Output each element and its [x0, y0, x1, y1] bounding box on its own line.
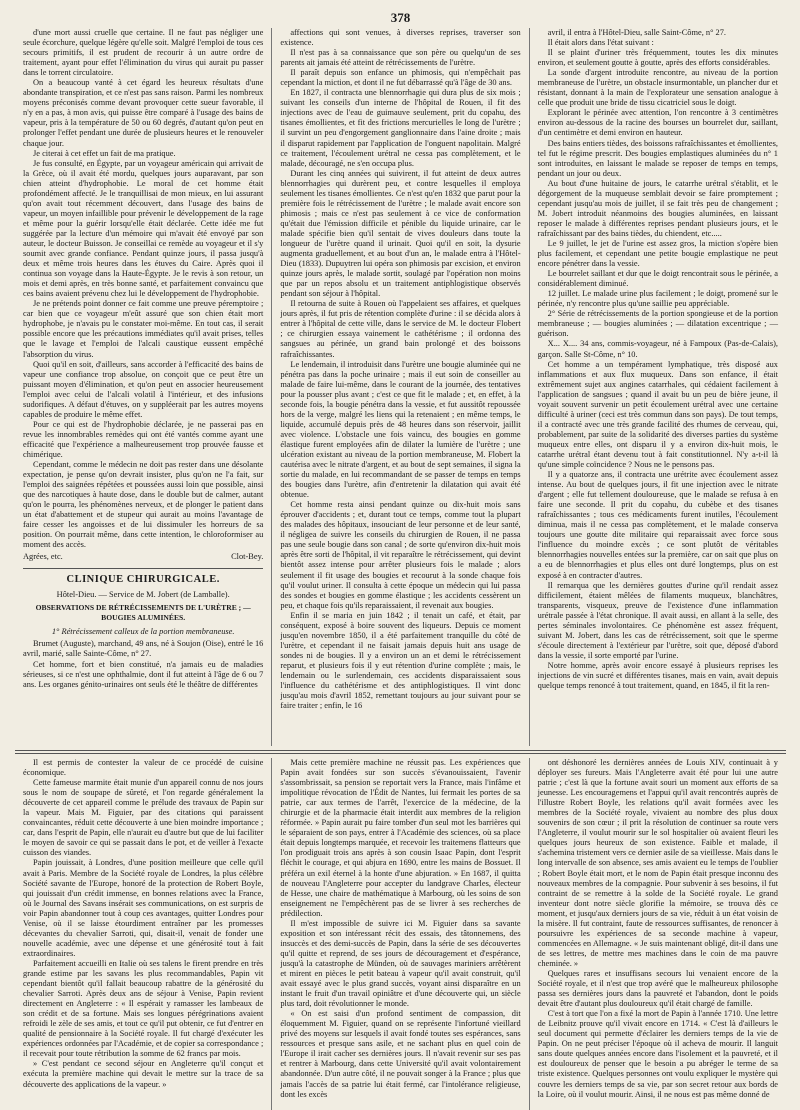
paragraph: Notre homme, après avoir encore essayé à plusieurs reprises les injections de vin sucré et différentes tisanes, mais en vain, avait depuis quelque temps renoncé à tout traitement, quand, en 1845, il fit la ren- — [537, 660, 778, 691]
bottom-left-column — [15, 758, 271, 1110]
paragraph: Il était alors dans l'état suivant : — [547, 38, 654, 48]
bottom-middle-paragraphs — [280, 758, 520, 1100]
top-middle-paragraphs — [280, 28, 520, 711]
paragraph: Quelques rares et insuffisans secours lui venaient encore de la Société royale, et il n'est que trop avéré que le malheureux philosophe passa ses dernières jours dans la pauvreté et l'abandon, dont le poids devait être d'autant plus douloureux qu'il était chargé de famille. — [537, 968, 778, 1009]
paragraph: Enfin il se maria en juin 1842 ; il tenait un café, et était, par conséquent, exposé à boire souvent des liqueurs. Depuis ce moment jusqu'en novembre 1850, il a été parfaitement tranquille du côté de l'urètre, et cependant il ne faisait jamais depuis huit ans usage de sondes ni de bougies. Il y a environ un an et demi le rétrécissement reparut, et plusieurs fois il y eut rétention d'urine complète ; mais, le lendemain ou le surlendemain, ces accidents disparaissaient sous l'influence du cathétérisme et des antiphlogistiques. Il vint donc jusqu'au mois d'avril 1852, remettant toujours au jour suivant pour se faire traiter ; enfin, le 16 — [280, 610, 521, 711]
bottom-right-column — [529, 758, 786, 1110]
paragraph: Je ne prétends point donner ce fait comme une preuve péremptoire ; car bien que ce voyageur m'eût assuré que son chien était mort hydrophobe, je n'avais pu le constater moi-même. En tout cas, il serait possible encore que les précautions immédiates qu'il avait prises, telles que le lavage et l'emploi de l'alcali caustique eussent empêché l'absorption du virus. — [23, 299, 264, 359]
signature-name: Clot-Bey. — [231, 552, 264, 562]
paragraph: Durant les cinq années qui suivirent, il fut atteint de deux autres blennorrhagies qui durèrent peu, et contre lesquelles il employa seulement les tisanes émollientes. Ce n'est qu'en 1832 que parut pour la première fois le rétrécissement de l'urètre ; le malade avait encore son phimosis ; mais ce n'est pas seulement à ce vice de conformation qu'était due l'émission difficile et pénible du liquide urinaire, car le malade spécifie bien qu'il sentait de vives douleurs dans toute la longueur de l'urètre quand il urinait. Quoi qu'il en soit, la dysurie augmenta graduellement, et au bout d'un an, le malade entra à l'Hôtel-Dieu (1833). Dupuytren lui opéra son phimosis par excision, et environ quinze jours après, le malade sortit, soulagé par l'opération non moins que par un repos absolu et un traitement antiphlogistique observés pendant son séjour à l'hôpital. — [280, 168, 521, 299]
top-right-paragraphs — [538, 28, 778, 691]
paragraph: Pour ce qui est de l'hydrophobie déclarée, je ne passerai pas en revue les innombrables remèdes qui ont été vantés comme ayant une efficacité que l'expérience a malheureusement trop prouvée fausse et chimérique. — [23, 419, 264, 459]
paragraph: Papin jouissait, à Londres, d'une position meilleure que celle qu'il avait à Paris. Membre de la Société royale de Londres, la plus célèbre Société savante de l'Europe, honoré de la protection de Robert Boyle, qui jouissait d'un crédit immense, en bonnes relations avec la France, où le Journal des Savans insérait ses communications, on est surpris de voir Papin abandonner tout à coup ces avantages, quitter Londres pour Venise, où il se laisse étourdiment entraîner par les promesses décevantes du chevalier Sarroti, qui, disait-il, venait de fonder une nouvelle académie, avec une dépense et une générosité tout à fait extraordinaires. — [23, 858, 264, 958]
top-left-after-paragraphs — [23, 639, 263, 689]
paragraph: Explorant le périnée avec attention, l'on rencontre à 3 centimètres environ au-dessous de la racine des bourses un bourrelet dur, saillant, d'un centimètre et demi environ en hauteur. — [537, 108, 778, 138]
top-left-column — [15, 28, 271, 746]
paragraph: Il n'est pas à sa connaissance que son père ou quelqu'un de ses parents ait jamais été atteint de rétrécissements de l'urètre. — [280, 48, 521, 68]
paragraph: Cet homme, fort et bien constitué, n'a jamais eu de maladies sérieuses, si ce n'est une ophthalmie, dont il fut atteint à l'âge de 6 ou 7 ans. Les organes génito-urinaires ont seuls été le théâtre de différentes — [23, 659, 264, 689]
paragraph: C'est à tort que l'on a fixé la mort de Papin à l'année 1710. Une lettre de Leibnitz prouve qu'il vivait encore en 1714. « C'est là d'ailleurs le seul document qui permette d'éclairer les derniers temps de la vie de Papin. On ne peut préciser l'époque où il acheva de mourir. Il languit sans doute quelques années encore dans l'isolement et la pauvreté, et il est douloureux de penser que le besoin a pu abréger le terme de sa triste existence. Quelques personnes ont voulu expliquer le mystère qui couvre les derniers temps de sa vie, par son secret retour aux bords de la Loire, où il voulut mourir. Ainsi, il ne nous est pas même donné de — [537, 1009, 778, 1099]
paragraph: Il y a quatorze ans, il contracta une urétrite avec écoulement assez intense. Au bout de quelques jours, il fit une injection avec le nitrate d'argent ; elle fut tellement douloureuse, que le malade se refusa à en faire une seconde. Il prit du copahu, du cubèbe et des tisanes rafraîchissantes ; tous ces médicaments furent inutiles, l'écoulement diminua, mais il ne cessa pas complètement, et le malade conserva toujours une goutte dite militaire qui reparaissait avec force sous l'influence du moindre excès ; ce sont plutôt de véritables blennorrhagies nouvelles entées sur la première, car on sait que plus on a eu de blennorrhagies et plus elles ont duré longtemps, plus on est exposé à en contracter d'autres. — [537, 470, 778, 580]
paragraph: Cet homme a un tempérament lymphatique, très disposé aux inflammations et aux flux muqueux. Dans son enfance, il était extrêmement sujet aux angines catarrhales, qui cédaient facilement à l'application de sangsues ; quand il avait bu un peu de bière jeune, il voyait souvent survenir un petit écoulement urétral avec une certaine difficulté à uriner (ceci est très commun dans son pays). De tout temps, il a contracté avec une très grande facilité des rhumes de cerveau, qui, probablement, par suite de la solidarité des diverses parties du système muqueux entre elles, ont disparu il y a environ dix-huit mois, le catarrhe urétral étant devenu tout à fait constitutionnel. N'y a-t-il là qu'une simple coïncidence ? Nous ne le pensons pas. — [537, 359, 778, 470]
paragraph: Je citerai à cet effet un fait de ma pratique. — [33, 148, 176, 158]
paragraph: affections qui sont venues, à diverses reprises, traverser son existence. — [280, 28, 521, 48]
paragraph: Il est permis de contester la valeur de ce procédé de cuisine économique. — [23, 758, 264, 778]
paragraph: avril, il entra à l'Hôtel-Dieu, salle Saint-Côme, n° 27. — [547, 28, 727, 37]
paragraph: La sonde d'argent introduite rencontre, au niveau de la portion membraneuse de l'urètre, un obstacle insurmontable, un plancher dur et résistant, donnant à la main de l'explorateur une sensation analogue à celle que produit une bride de tissu cicatriciel sous le doigt. — [537, 68, 778, 108]
observation-subheading: 1° Rétrécissement calleux de la portion membraneuse. — [51, 627, 235, 637]
top-left-paragraphs — [23, 28, 263, 550]
paragraph: X... X.... 34 ans, commis-voyageur, né à Fampoux (Pas-de-Calais), garçon. Salle St-Côme, n° 10. — [537, 339, 778, 359]
signature-place: Agrées, etc. — [23, 552, 63, 562]
paragraph: Au bout d'une huitaine de jours, le catarrhe urétral s'établit, et le dégorgement de la muqueuse semblait devoir se faire promptement ; cependant jusqu'au mois de juillet, il se fait très peu de changement ; M. Jobert introduit néanmoins des bougies aluminées, en laissant reposer le malade à différentes reprises pendant plusieurs jours, et le rafraîchissant par des bains tièdes, du chiendent, etc..... — [537, 178, 778, 238]
paragraph: Mais cette première machine ne réussit pas. Les expériences que Papin avait fondées sur son succès s'évanouissaient, l'avenir s'assombrissait, sa pension se reportait vers la France, mais l'infâme et impolitique révocation de l'Édit de Nantes, lui fermait les portes de sa patrie, car aux termes de l'arrêt, l'exercice de la médecine, de la chirurgie et de la pharmacie était interdit aux membres de la religion réformée. » Papin aurait pu faire tomber d'un seul mot les barrières qui le séparaient de son pays, entrer à l'Académie des sciences, où sa place était depuis longtemps marquée, et recevoir les traitemens flatteurs que l'on prodiguait trois ans après à son cousin Isaac Papin, dont l'esprit fléchit le courage, et qui abjura en 1690, entre les mains de Bossuet. Il préféra un exil éternel à la honte d'une abjuration. » En 1687, il quitta de nouveau l'Angleterre pour accepter du landgrave Charles, électeur de Hesse, une chaire de mathématique à Marbourg, où les soins de son enseignement ne l'empêchèrent pas de se livrer à ses recherches de prédilection. — [280, 758, 521, 918]
observations-heading: OBSERVATIONS DE RÉTRÉCISSEMENTS DE L'URÈTRE ; — BOUGIES ALUMINÉES. — [35, 603, 251, 623]
paragraph: On a beaucoup vanté à cet égard les heureux résultats d'une abondante transpiration, et ce n'est pas sans raison. Parmi les nombreux moyens préconisés comme devant provoquer cette sueur favorable, il n'y en a pas, à mon avis, qui puisse être comparé à l'usage des bains de vapeur, pris à la température de 50 ou 60 degrés, d'autant qu'on peut en prolonger l'effet pendant une durée de plusieurs heures et le renouveler chaque jour. — [23, 78, 264, 148]
paragraph: Le bourrelet saillant et dur que le doigt rencontrait sous le périnée, a considérablement diminué. — [537, 269, 778, 289]
bottom-right-paragraphs — [538, 758, 778, 1100]
top-section — [15, 28, 786, 746]
top-right-column — [529, 28, 786, 746]
paragraph: Quoi qu'il en soit, d'ailleurs, sans accorder à l'efficacité des bains de vapeur une confiance trop absolue, on conçoit que ce peut être un puissant moyen d'élimination, et qu'on peut en associer heureusement l'emploi avec celui de l'alcali volatil à l'intérieur, et des infusions sudorifiques. A défaut d'étuves, on y suppléerait par les autres moyens capables de produire le même effet. — [23, 359, 264, 419]
bottom-section — [15, 758, 786, 1110]
paragraph: ont déshonoré les dernières années de Louis XIV, continuait à y déployer ses fureurs. Mais l'Angleterre avait été pour lui une autre patrie ; c'est là que la fortune avait souri un moment aux efforts de sa jeunesse. Les encouragemens et l'appui qu'il avait rencontrés auprès de l'illustre Robert Boyle, les relations qu'il avait formées avec les membres de la Société royale, vivaient au nombre des plus doux souvenirs de son cœur ; il prit la résolution de continuer sa route vers l'Angleterre, il voulut mourir sur le sol hospitalier où avaient fleuri les quelques jours heureux de son existence. Faible et malade, il s'achemina tristement vers ce dernier asile de sa vieillesse. Mais dans le long intervalle de son absence, ses amis avaient eu le temps de l'oublier ; Robert Boyle était mort, et le nom de Papin était presque inconnu des nouveaux membres de la compagnie. Pour subvenir à ses besoins, il fut contraint de se remettre à la solde de la Société royale. Le grand inventeur dont notre siècle glorifie la mémoire, se trouva dès ce moment, et jusqu'aux derniers jours de sa vie, réduit à un état voisin de la misère. Il fut contraint, faute de ressources suffisantes, de renoncer à poursuivre les expériences de sa seconde machine à vapeur, commencées en Allemagne. « Je suis maintenant obligé, dit-il dans une de ses lettres, de mettre mes machines dans le coin de ma pauvre cheminée. » — [537, 758, 778, 968]
paragraph: Des bains entiers tièdes, des boissons rafraîchissantes et émollientes, tel fut le régime prescrit. Des bougies emplastiques aluminées du n° 1 sont introduites, en laissant le malade se reposer de temps en temps, pendant un jour ou deux. — [537, 138, 778, 178]
top-middle-column — [271, 28, 528, 746]
section-divider — [15, 750, 786, 754]
paragraph: Il se plaint d'uriner très fréquemment, toutes les dix minutes environ, et seulement goutte à goutte, après des efforts considérables. — [537, 48, 778, 68]
paragraph: Parfaitement accueilli en Italie où ses talens le firent prendre en très grande estime par les savans les plus recommandables, Papin vit cependant bientôt qu'il fallait beaucoup rabattre de la générosité du chevalier Sarroti. Après deux ans de séjour à Venise, Papin revient directement en Angleterre : « Il espérait y ramasser les lambeaux de son crédit et de sa fortune. Mais ses longues pérégrinations avaient refroidi le zèle de ses amis, et tout ce qu'il put obtenir, ce fut d'entrer en qualité de pensionnaire à la Société royale. Il fut chargé d'exécuter les expériences ordonnées par l'Académie, et de copier sa correspondance ; il recevait pour toute rétribution la somme de 62 francs par mois. — [23, 958, 264, 1059]
hospital-line: Hôtel-Dieu. — Service de M. Jobert (de Lamballe). — [56, 590, 230, 600]
paragraph: Le lendemain, il introduisit dans l'urètre une bougie aluminée qui ne pénétra pas dans la poche urinaire ; mais il eut soin de conseiller au malade de faire lui-même, dans le courant de la journée, des tentatives pour la pousser plus avant ; c'est ce que fit le malade ; et, en effet, à la seconde fois, la bougie pénétra dans la vessie, et fut aussitôt repoussée hors de la verge, malgré les liens qui la retenaient ; en même temps, le liquide, accumulé depuis près de 48 heures dans son réservoir, jaillit avec violence. L'obstacle une fois vaincu, des bougies en gomme élastique furent employées afin de dilater la lumière de l'urètre ; une ulcération existant au niveau de la portion membraneuse, M. Flobert la cautérisa avec le nitrate d'argent, et au bout de sept semaines, il signa la sortie du malade, en lui recommandant de se passer de temps en temps des bougies dans l'urètre, afin d'entretenir la dilatation qui avait été obtenue. — [280, 359, 521, 500]
bottom-left-paragraphs — [23, 758, 263, 1090]
paragraph: 12 juillet. Le malade urine plus facilement ; le doigt, promené sur le périnée, n'y rencontre plus qu'une saillie peu appréciable. — [537, 289, 778, 309]
letter-signature — [23, 551, 263, 562]
paragraph: Brumet (Auguste), marchand, 49 ans, né à Soujon (Oise), entré le 16 avril, marié, salle Sainte-Côme, n° 27. — [23, 639, 264, 659]
paragraph: Il paraît depuis son enfance un phimosis, qui n'empêchait pas cependant la miction, et dont il ne fut débarrassé qu'à l'âge de 30 ans. — [280, 68, 521, 88]
paragraph: Je fus consulté, en Égypte, par un voyageur américain qui arrivait de la Grèce, où il avait été mordu, quelques jours auparavant, par son chien atteint d'hydrophobie. Le moral de cet homme était profondément affecté. Je le tranquillisai de mon mieux, en lui assurant qu'on avait tout récemment découvert, dans l'usage des bains de vapeur, un moyen infaillible pour prévenir le développement de la rage et même pour la guérir lorsqu'elle était déclarée. Cette idée me fut suggérée par la lecture d'un mémoire qui m'avait été envoyé par son auteur, le docteur Buisson. Je conseillai ce remède au voyageur et il s'y soumit avec grande confiance. Pendant quinze jours, il passa jusqu'à deux et même trois heures dans les étuves du Caire. Après quoi il continua son voyage dans la Haute-Égypte. Je le revis à son retour, un mois et demi après, en très bonne santé, et parfaitement convaincu que ces bains avaient prévenu chez lui le développement de l'hydrophobie. — [23, 158, 264, 299]
paragraph: 2° Série de rétrécissements de la portion spongieuse et de la portion membraneuse ; — bougies aluminées ; — dilatation excentrique ; — guérison. — [537, 309, 778, 339]
paragraph: En 1827, il contracta une blennorrhagie qui dura plus de six mois ; suivant les conseils d'un interne de l'hôpital de Rouen, il fit des injections avec de l'eau de guimauve seulement, prit du copahu, des tisanes émollientes, et fit des frictions mercurielles le long de l'urètre ; il survint un peu d'engorgement ganglionnaire dans l'aine droite ; mais il disparut rapidement par l'application de l'onguent napolitain. Malgré ce traitement, l'écoulement urétral ne cessa pas complètement, et le malade, découragé, ne s'en occupa plus. — [280, 88, 521, 168]
paragraph: d'une mort aussi cruelle que certaine. Il ne faut pas négliger une seule écorchure, quelque légère qu'elle soit. Malgré l'emploi de tous ces secours primitifs, il est prudent de recourir à un autre ordre de traitement, ayant pour effet l'élimination du virus qui aurait pu passer dans le torrent circulatoire. — [23, 28, 264, 78]
paragraph: « On est saisi d'un profond sentiment de compassion, dit éloquemment M. Figuier, quand on se représente l'infortuné vieillard privé des moyens sur lesquels il avait fondé toutes ses espérances, sans ressources et presque sans asile, et ne sachant plus en quel coin de l'Europe il irait cacher ses dernières jours. Il n'avait revenir sur ses pas et rentrer à Marbourg, dans cette Université qu'il avait volontairement abandonnée. D'un autre côté, il ne pouvait songer à la France ; plus que jamais l'accès de sa patrie lui était fermé, car l'intolérance religieuse, dont les excès — [280, 1009, 521, 1099]
paragraph: Cette fameuse marmite était munie d'un appareil connu de nos jours sous le nom de soupape de sûreté, et l'on regarde généralement la découverte de cet appareil comme le prélude des travaux de Papin sur la vapeur. Mais M. Figuier, par des citations qui paraissent convaincantes, réduit cette découverte à une bien moindre importance ; car, dans l'esprit de Papin, elle n'aurait eu d'autre but que de lui faciliter le moyen de savoir ce qui se passait dans le pot, et de veiller à l'exacte cuisson des viandes. — [23, 778, 264, 858]
page-number: 378 — [390, 10, 411, 25]
section-title: CLINIQUE CHIRURGICALE. — [23, 568, 263, 585]
paragraph: » C'est pendant ce second séjour en Angleterre qu'il conçut et exécuta la première machine qui devait le mettre sur la trace de sa découverte des applications de la vapeur. » — [23, 1059, 264, 1089]
paragraph: Il remarqua que les dernières gouttes d'urine qu'il rendait assez difficilement, étaient mêlées de filaments muqueux, blanchâtres, transparents, visqueux, preuve de l'existence d'une inflammation urétrale passée à l'état chronique. Il avait aussi, en allant à la selle, des pertes séminales involontaires. Ce phénomène est assez fréquent, suivant M. Jobert, dans les cas de rétrécissement, soit que le sperme s'écoule directement à l'extérieur par l'urètre, soit que, déposé d'abord dans la vessie, il sorte emporté par l'urine. — [537, 580, 778, 660]
paragraph: Cependant, comme le médecin ne doit pas rester dans une désolante expectation, je pense qu'on devrait insister, plus qu'on ne l'a fait, sur l'emploi des saignées répétées et poussées aussi loin que possible, ainsi que des narcotiques à haute dose, dans le double but de calmer, autant qu'on le pourra, les phénomènes nerveux, et de plonger le patient dans un état d'abattement et de stupeur qui aurait au moins l'avantage de faire cesser les angoisses et de lui dissimuler les horreurs de sa position. On pourrait même, dans cette intention, le chloroformiser au moment des accès. — [23, 460, 264, 550]
paragraph: Il retourna de suite à Rouen où l'appelaient ses affaires, et quelques jours après, il fut pris de rétention complète d'urine : il se décida alors à entrer à l'hôpital de cette ville, dans le service de M. le docteur Flobert ; ce chirurgien essaya vainement le cathétérisme ; il ordonna des sangsues au périnée, un grand bain prolongé et des boissons rafraîchissantes. — [280, 299, 521, 359]
paragraph: Le 9 juillet, le jet de l'urine est assez gros, la miction s'opère bien plus facilement, et cependant une petite bougie emplastique ne peut encore pénétrer dans la vessie. — [537, 238, 778, 269]
bottom-middle-column — [271, 758, 528, 1110]
paragraph: Cet homme resta ainsi pendant quinze ou dix-huit mois sans éprouver d'accidents ; et, durant tout ce temps, comme tout la plupart des malades des hôpitaux, insouciant de leur personne et de leur santé, il négligea de suivre les conseils du chirurgien de Rouen, il ne passa pas une seule bougie dans son canal ; de sorte qu'environ dix-huit mois après être sorti de l'hôpital, il vit reparaître le rétrécissement, qui devint bientôt assez intense pour arrêter plusieurs fois le malade ; alors seulement il fit usage des bougies et recourut à la sonde chaque fois qu'il voulut uriner. Il consulta à cette époque un médecin qui lui passa des sondes et bougies en gomme élastique ; les accidents cessèrent un peu, et chaque fois qu'ils reparaissaient, il revenait aux bougies. — [280, 500, 521, 610]
paragraph: Il m'est impossible de suivre ici M. Figuier dans sa savante exposition et son intéressant récit des essais, des tâtonnemens, des insuccès et des demi-succès de Papin, dans la série de ses découvertes qu'il quitte et reprend, de ses jours de découragement et d'espérance, jusqu'à la catastrophe de Münden, où de sauvages mariniers arrêtèrent et mirent en pièces le petit bateau à vapeur qu'il avait construit, qu'il avait essayé avec le plus grand succès, voyant ainsi disparaître en un instant le fruit d'un travail opiniâtre et d'une découverte qui, un siècle plus tard, doit révolutionner le monde. — [280, 918, 521, 1009]
